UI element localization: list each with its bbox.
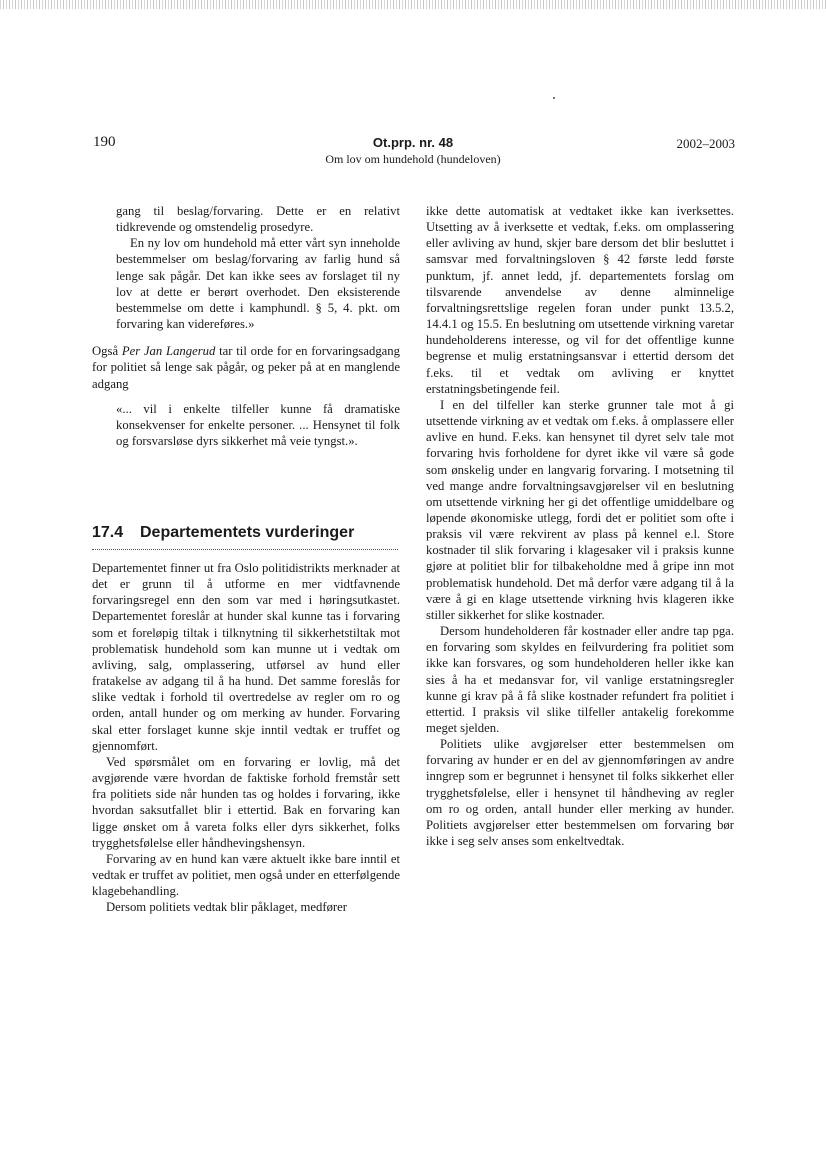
body-paragraph: Forvaring av en hund kan være aktuelt ikke bare inntil et vedtak er truffet av politiet, men også under en etterfølgende klagebehandling.	[92, 851, 400, 899]
body-paragraph: Dersom politiets vedtak blir påklaget, medfører	[106, 900, 347, 915]
section-number: 17.4	[92, 524, 124, 541]
body-paragraph: Departementet finner ut fra Oslo politidistrikts merknader at det er grunn til å utforme en mer vidtfavnende forvaringsregel enn den som var med i høringsutkastet. Departementet foreslår at hunder skal kunne tas i forvaring som et foreløpig tiltak i tilknytning til sikkerhetstiltak mot problematisk hundehold som kan munne ut i vedtak om avliving, salg, omplassering, utførsel av hund eller fratakelse av adgang til å ha hund. Det samme foreslås for slike vedtak i forhold til overtredelse av regler om ro og orden, antall hunder og om merking av hunder. Forvaring skal etter forslaget kunne skje inntil vedtak er truffet og gjennomført.	[92, 561, 400, 753]
intro-paragraph: Også Per Jan Langerud tar til orde for en forvaringsadgang for politiet så lenge sak pågår, og peker på at en manglende adgang	[92, 344, 400, 391]
right-column	[426, 203, 734, 849]
body-paragraph: Dersom hundeholderen får kostnader eller andre tap pga. en forvaring som skyldes en feilvurdering fra politiet som ikke kan forsvares, og som hundeholderen heller ikke kan sies å ha et medansvar for, vil vanlige erstatningsregler kunne gi krav på å få slike kostnader refundert fra politiet i ettertid. I praksis vil slike tilfeller antakelig forekomme meget sjelden.	[426, 624, 734, 735]
person-name: Per Jan Langerud	[121, 344, 216, 359]
body-paragraph: Politiets ulike avgjørelser etter bestemmelsen om forvaring av hunder er en del av gjennomføringen av andre inngrep som er begrunnet i hensynet til folks sikkerhet eller trygghetsfølelse, eller i hensynet til håndheving av regler om ro og orden, antall hunder eller merking av hunder. Politiets avgjørelser etter bestemmelsen om forvaring bør ikke i seg selv anses som enkeltvedtak.	[426, 737, 734, 849]
quote-paragraph: gang til beslag/forvaring. Dette er en relativt tidkrevende og omstendelig prosedyre.	[116, 204, 400, 235]
page-number: 190	[93, 134, 116, 150]
quote-paragraph: En ny lov om hundehold må etter vårt syn inneholde bestemmelser om beslag/forvaring av farlig hund så lenge sak pågår. Det kan ikke sees av forslaget til ny lov at dette er berørt overhodet. Den eksisterende bestemmelse om dette i kamphundl. § 5, 4. pkt. om forvaring kan videreføres.»	[116, 236, 400, 332]
left-column-body	[92, 560, 400, 915]
section-title: Departementets vurderinger	[140, 524, 355, 541]
session-year: 2002–2003	[676, 136, 735, 151]
scan-speck	[553, 97, 555, 99]
left-column-top	[92, 203, 400, 449]
section-divider	[92, 549, 398, 550]
document-subtitle: Om lov om hundehold (hundeloven)	[325, 152, 501, 166]
body-paragraph: I en del tilfeller kan sterke grunner tale mot å gi utsettende virkning av et vedtak om f.eks. å omplassere eller avlive en hund. F.eks. kan hensynet til dyret selv tale mot forvaring hvis forholdene for dyret ikke vil være så gode som ønskelig under en langvarig forvaring. I motsetning til ved mange andre forvaltningsavgjørelser vil en beslutning om utsettende virkning her gi det offentlige umiddelbare og løpende økonomiske utlegg, fordi det er politiet som ofte i praksis vil være rekvirent av plass på kennel e.l. Store kostnader til slik forvaring i klagesaker vil i praksis kunne gjøre at politiet blir for tilbakeholdne med å gripe inn mot problematisk hundehold. Det må derfor være adgang til å la være å gi en klage utsettende virkning hvis klageren ikke stiller sikkerhet for slike kostnader.	[426, 397, 734, 622]
body-paragraph: ikke dette automatisk at vedtaket ikke kan iverksettes. Utsetting av å iverksette et vedtak, f.eks. om omplassering eller avliving av hund, skjer bare dersom det blir besluttet i samsvar med forvaltningsloven § 42 første ledd første punktum, jf. annet ledd, jf. departementets forslag om tilsvarende anvendelse av denne alminnelige forvaltningsrettslige regelen foran under punkt 13.5.2, 14.4.1 og 15.5. En beslutning om utsettende virkning varetar hundeholderens interesse, og vil for det offentlige kunne begrense et mulig erstatningsansvar i ettertid dersom det f.eks. til et vedtak om avliving er knyttet erstatningsbetingende feil.	[426, 204, 734, 396]
body-paragraph: Ved spørsmålet om en forvaring er lovlig, må det avgjørende være hvordan de faktiske forhold fremstår sett fra politiets side når hunden tas og holdes i forvaring, ikke hvordan saksutfallet blir i ettertid. Bak en forvaring kan ligge ønsket om å vareta folks eller dyrs sikkerhet, folks trygghetsfølelse eller håndhevingshensyn.	[92, 754, 400, 850]
document-title: Ot.prp. nr. 48	[372, 135, 454, 150]
section-heading	[92, 524, 400, 542]
quote-paragraph: «... vil i enkelte tilfeller kunne få dramatiske konsekvenser for enkelte personer. ... Hensynet til folk og forsvarsløse dyrs sikkerhet må veie tyngst.».	[116, 401, 400, 449]
quote-block-2	[116, 401, 400, 449]
scan-edge	[0, 0, 826, 9]
quote-block-1	[116, 203, 400, 332]
